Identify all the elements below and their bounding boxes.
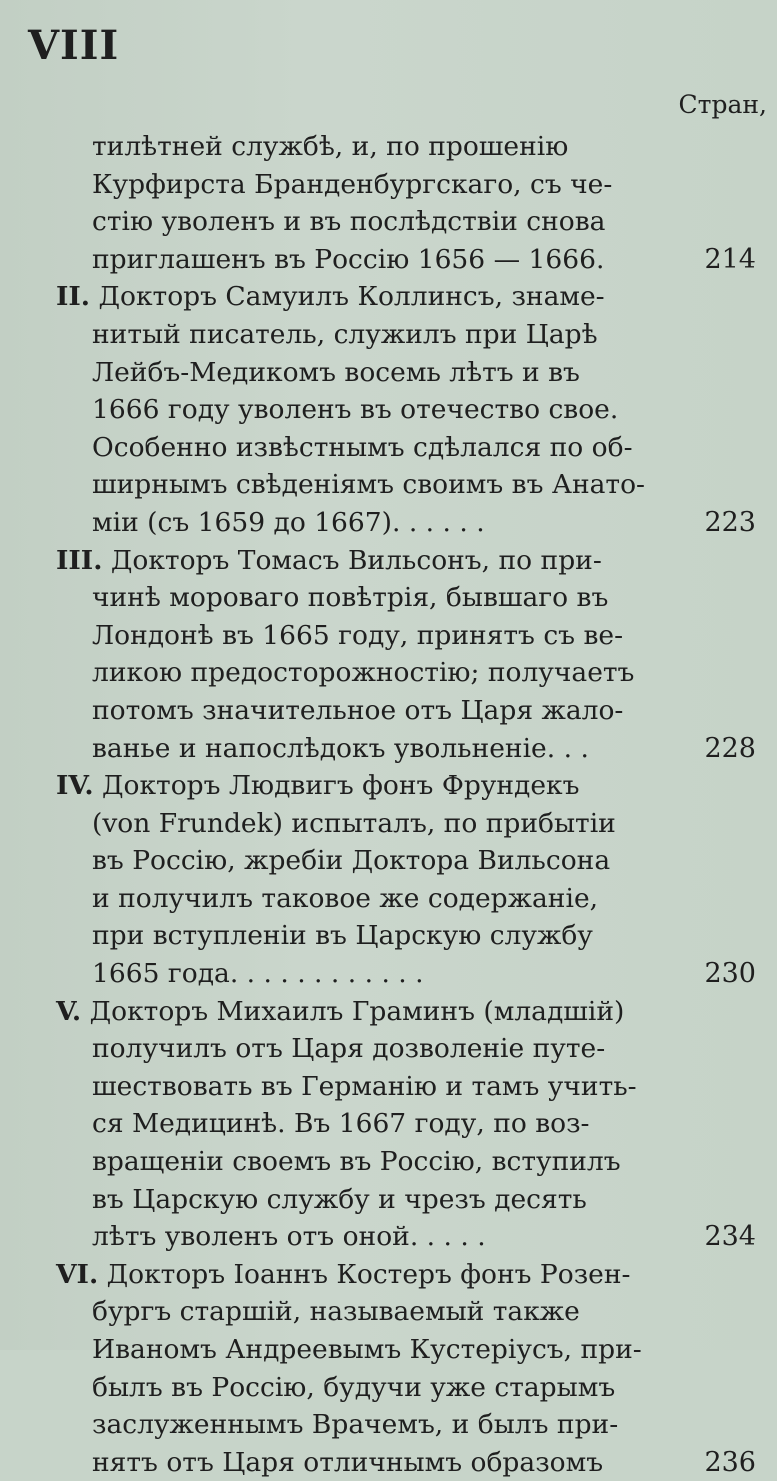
entry-text: Курфирста Бранденбургскаго, съ че- [92,168,613,200]
entry-text: Лейбъ-Медикомъ восемь лѣтъ и въ [92,356,580,388]
entry-text: Докторъ Самуилъ Коллинсъ, знаме- [98,281,605,313]
entry-text: Докторъ Томасъ Вильсонъ, по при- [110,544,602,576]
toc-line [56,203,756,241]
entry-text: Лондонѣ въ 1665 году, принятъ съ ве- [92,619,624,651]
toc-line [56,1369,756,1407]
entry-page-number: 214 [704,243,756,275]
toc-line [56,1143,756,1181]
entry-text: тилѣтней службѣ, и, по прошенію [92,131,569,162]
toc-line [56,391,756,429]
entry-text: стію уволенъ и въ послѣдствіи снова [92,206,606,238]
entry-text: міи (съ 1659 до 1667). . . . . . [92,506,485,538]
toc-line [56,1068,756,1106]
toc-line [56,842,756,880]
page-column-label: Стран, [678,90,767,119]
entry-page-number: 228 [704,732,756,764]
entry-text: ширнымъ свѣденіямъ своимъ въ Анато- [92,469,645,501]
toc-line [56,278,756,316]
entry-page-number: 223 [704,506,756,538]
entry-numeral: V. [56,995,82,1027]
toc-line [56,767,756,805]
entry-text: въ Царскую службу и чрезъ десять [92,1183,587,1215]
toc-line [56,654,756,692]
toc-line [56,1293,756,1331]
entry-text: Особенно извѣстнымъ сдѣлался по об- [92,431,633,463]
entry-text: въ Россію, жребіи Доктора Вильсона [92,845,611,877]
entry-text: Докторъ Михаилъ Граминъ (младшій) [89,995,625,1027]
toc-line [56,241,756,279]
toc-line [56,429,756,467]
entry-page-number: 230 [704,958,756,990]
toc-line [56,917,756,955]
toc-line [56,1181,756,1219]
entry-text: приглашенъ въ Россію 1656 — 1666. [92,243,605,275]
toc-line [56,1218,756,1256]
toc-line [56,805,756,843]
entry-numeral: II. [56,281,91,313]
entry-text: чинѣ мороваго повѣтрія, бывшаго въ [92,582,609,614]
entry-text: бургъ старшій, называемый также [92,1296,580,1328]
entry-text: 1666 году уволенъ въ отечество свое. [92,394,619,426]
entry-text: при вступленіи въ Царскую службу [92,920,593,952]
toc-line [56,692,756,730]
entry-numeral: III. [56,544,103,576]
toc-line [56,316,756,354]
toc-line [56,1105,756,1143]
entry-text: получилъ отъ Царя дозволеніе путе- [92,1033,606,1065]
entry-text: ликою предосторожностію; получаетъ [92,657,635,689]
entry-text: Иваномъ Андреевымъ Кустеріусъ, при- [92,1334,642,1365]
entry-text: Докторъ Іоаннъ Костеръ фонъ Розен- [106,1258,631,1290]
table-of-contents [56,128,756,1481]
entry-text: шествовать въ Германію и тамъ учить- [92,1070,637,1102]
entry-text: былъ въ Россію, будучи уже старымъ [92,1371,616,1403]
entry-page-number: 234 [704,1221,756,1253]
toc-line [56,730,756,768]
toc-line [56,579,756,617]
entry-text: нитый писатель, служилъ при Царѣ [92,318,598,350]
toc-line [56,1444,756,1481]
entry-numeral: IV. [56,770,94,802]
toc-line [56,466,756,504]
entry-text: Докторъ Людвигъ фонъ Фрундекъ [102,770,580,802]
toc-line [56,504,756,542]
entry-text: ванье и напослѣдокъ увольненіе. . . [92,732,589,764]
entry-text: 1665 года. . . . . . . . . . . . [92,958,424,990]
entry-text: нятъ отъ Царя отличнымъ образомъ [92,1446,604,1478]
toc-line [56,166,756,204]
entry-text: и получилъ таковое же содержаніе, [92,882,599,914]
entry-text: ся Медицинѣ. Въ 1667 году, по воз- [92,1108,590,1140]
page-number: VIII [28,22,120,69]
entry-text: заслуженнымъ Врачемъ, и былъ при- [92,1409,619,1441]
entry-text: (von Frundek) испыталъ, по прибытіи [92,807,616,839]
toc-line [56,880,756,918]
entry-text: лѣтъ уволенъ отъ оной. . . . . [92,1221,486,1253]
toc-line [56,542,756,580]
entry-text: вращеніи своемъ въ Россію, вступилъ [92,1146,621,1178]
entry-text: потомъ значительное отъ Царя жало- [92,694,624,726]
toc-line [56,1406,756,1444]
toc-line [56,1256,756,1294]
entry-numeral: VI. [56,1258,99,1290]
toc-line [56,617,756,655]
toc-line [56,1030,756,1068]
toc-line [56,955,756,993]
toc-line [56,354,756,392]
entry-page-number: 236 [704,1446,756,1478]
toc-line [56,993,756,1031]
toc-line [56,128,756,166]
